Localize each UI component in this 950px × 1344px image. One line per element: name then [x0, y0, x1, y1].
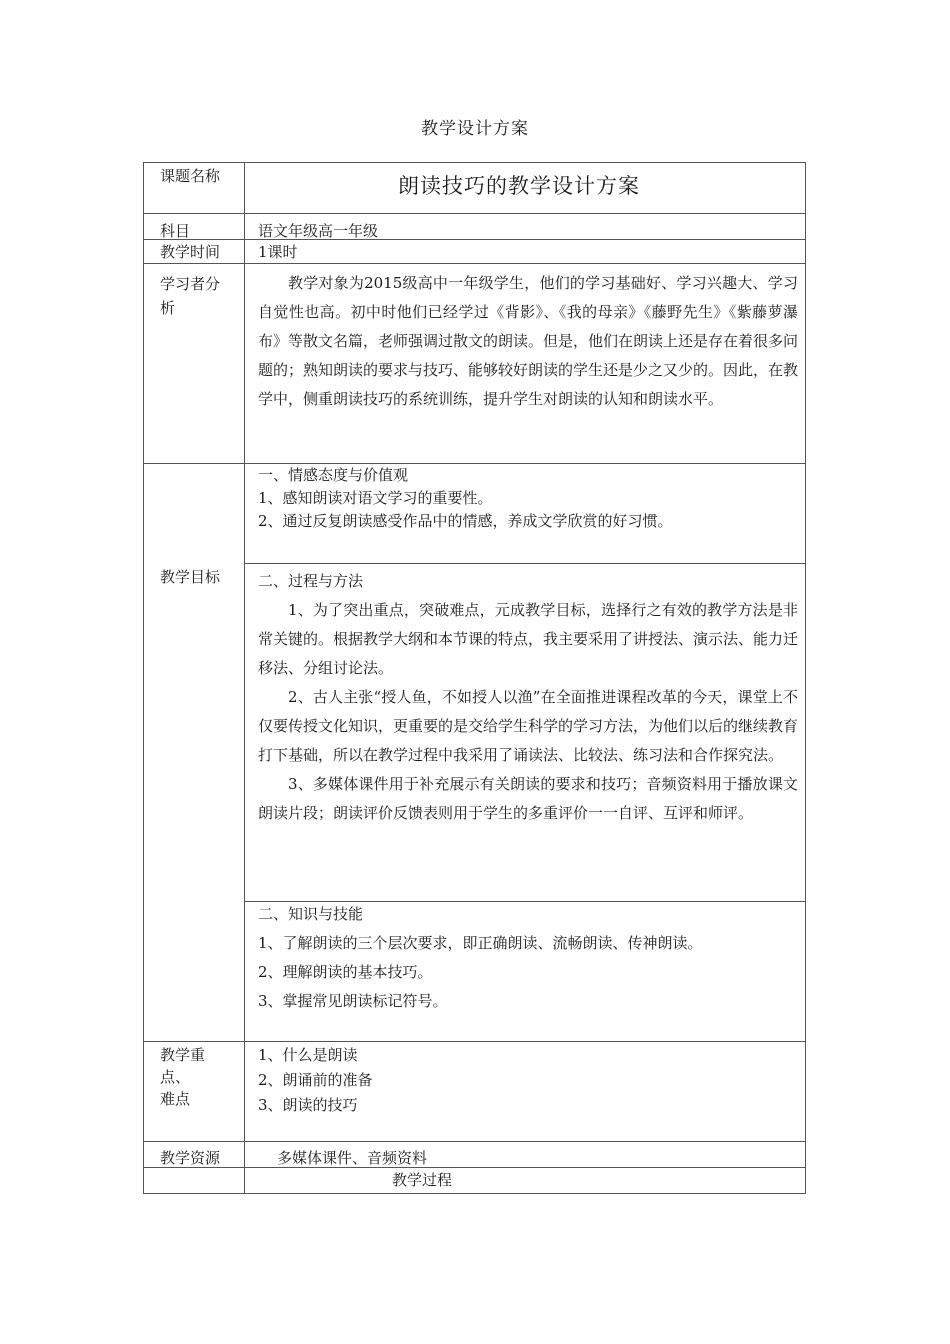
list-item: 3、掌握常见朗读标记符号。 — [258, 992, 448, 1010]
column-divider — [244, 163, 245, 1193]
section-heading: 一、情感态度与价值观 — [258, 466, 409, 484]
list-item: 2、通过反复朗读感受作品中的情感，养成文学欣赏的好习惯。 — [258, 512, 673, 530]
lesson-plan-table — [143, 162, 806, 1194]
goals-paragraph-3: 3、多媒体课件用于补充展示有关朗读的要求和技巧；音频资料用于播放课文朗读片段；朗读评价反馈表则用于学生的多重评价一一自评、互评和师评。 — [258, 775, 798, 822]
goals-paragraph-2: 2、古人主张“授人鱼，不如授人以渔”在全面推进课程改革的今天，课堂上不仅要传授文化知识，更重要的是交给学生科学的学习方法，为他们以后的继续教育打下基础，所以在教学过程中我采用了诵读法、比较法、练习法和合作探究法。 — [258, 688, 799, 764]
time-label: 教学时间 — [160, 243, 221, 261]
key-points-list — [258, 1043, 798, 1118]
resources-value: 多媒体课件、音频资料 — [277, 1149, 428, 1167]
page-title: 教学设计方案 — [421, 119, 529, 139]
topic-value: 朗读技巧的教学设计方案 — [398, 174, 640, 198]
list-item: 3、朗读的技巧 — [258, 1096, 358, 1114]
section-heading: 二、知识与技能 — [258, 905, 364, 923]
goals-section-3 — [258, 900, 798, 1016]
learner-analysis-text — [258, 269, 798, 414]
goals-paragraph-1: 1、为了突出重点，突破难点，元成教学目标，选择行之有效的教学方法是非常关键的。根据教学大纲和本节课的特点，我主要采用了讲授法、演示法、能力迁移法、分组讨论法。 — [258, 601, 799, 677]
goals-label: 教学目标 — [160, 568, 221, 586]
row-divider — [144, 1167, 805, 1168]
goals-section-1 — [258, 464, 798, 533]
list-item: 1、感知朗读对语文学习的重要性。 — [258, 489, 493, 507]
learner-label — [160, 272, 240, 320]
subject-value: 语文年级高一年级 — [258, 222, 379, 240]
time-value: 1课时 — [258, 243, 298, 261]
list-item: 1、了解朗读的三个层次要求，即正确朗读、流畅朗读、传神朗读。 — [258, 934, 703, 952]
row-divider — [144, 1041, 805, 1042]
list-item: 2、理解朗读的基本技巧。 — [258, 963, 433, 981]
section-heading: 二、过程与方法 — [258, 572, 364, 590]
key-points-label-line3: 难点 — [160, 1090, 191, 1108]
learner-label-line1: 学习者分 — [160, 275, 221, 293]
row-divider — [144, 263, 805, 264]
process-label: 教学过程 — [392, 1171, 453, 1189]
goals-section-2 — [258, 567, 798, 828]
learner-label-line2: 析 — [160, 299, 176, 317]
row-divider — [144, 213, 805, 214]
list-item: 2、朗诵前的准备 — [258, 1071, 373, 1089]
subject-label: 科目 — [160, 222, 191, 240]
learner-paragraph: 教学对象为2015级高中一年级学生，他们的学习基础好、学习兴趣大、学习自觉性也高。初中时他们已经学过《背影》、《我的母亲》《藤野先生》《紫藤萝瀑布》等散文名篇，老师强调过散文的朗读。但是，他们在朗读上还是存在着很多问题的；熟知朗读的要求与技巧、能够较好朗读的学生还是少之又少的。因此，在教学中，侧重朗读技巧的系统训练，提升学生对朗读的认知和朗读水平。 — [258, 274, 799, 408]
row-divider — [244, 563, 805, 564]
list-item: 1、什么是朗读 — [258, 1046, 358, 1064]
key-points-label-line2: 点、 — [160, 1068, 191, 1086]
row-divider — [144, 239, 805, 240]
row-divider — [144, 1141, 805, 1142]
resources-label: 教学资源 — [160, 1149, 221, 1167]
topic-label: 课题名称 — [160, 167, 221, 185]
key-points-label-line1: 教学重 — [160, 1046, 206, 1064]
key-points-label — [160, 1044, 240, 1110]
